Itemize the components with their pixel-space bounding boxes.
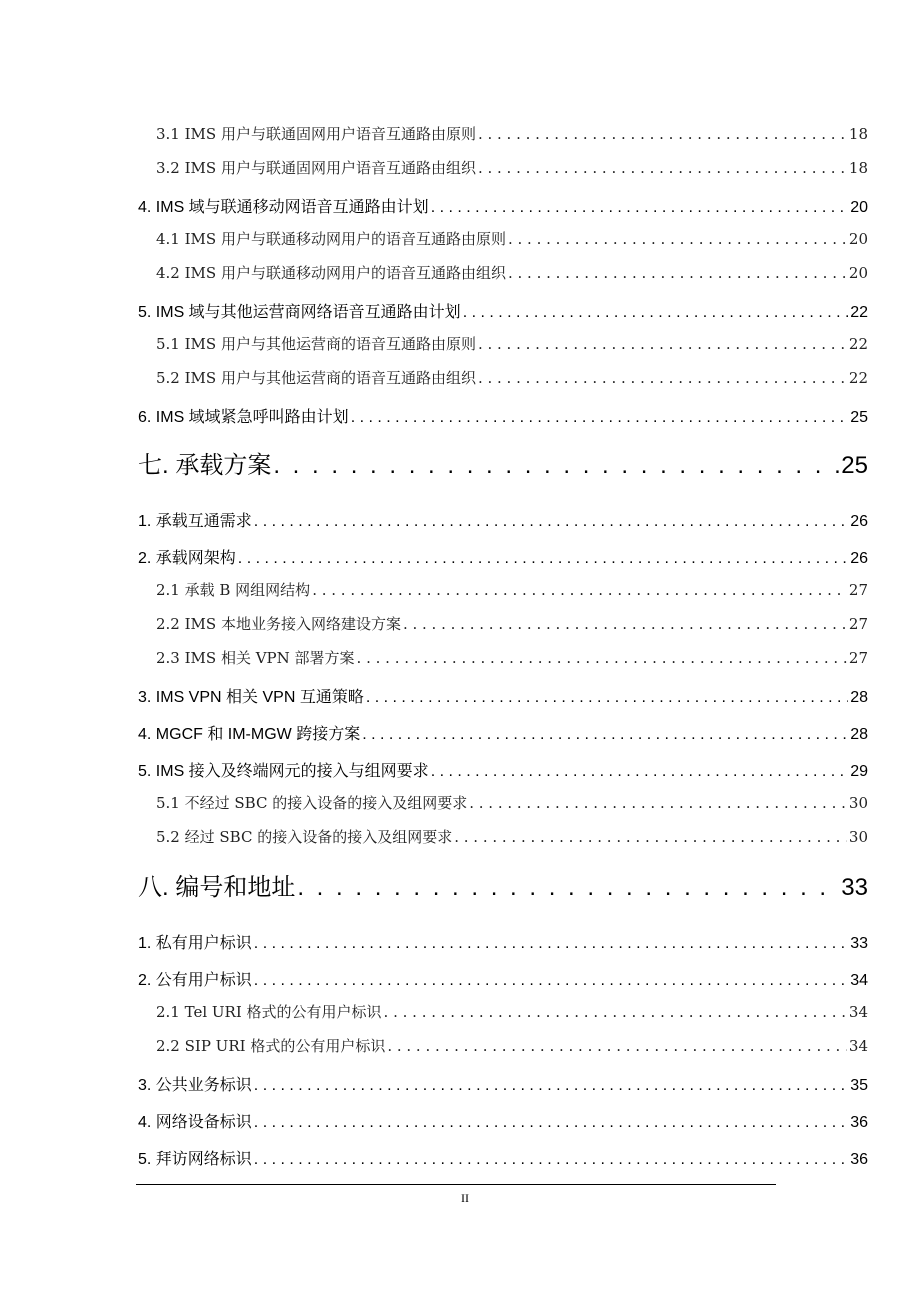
toc-leader <box>478 159 847 177</box>
toc-leader <box>273 452 839 480</box>
toc-leader <box>463 304 849 322</box>
toc-entry-title: 4. 网络设备标识 <box>138 1114 252 1131</box>
toc-leader <box>362 726 848 744</box>
toc-entry[interactable] <box>138 508 868 532</box>
toc-leader <box>431 199 849 217</box>
toc-entry[interactable] <box>156 647 868 671</box>
toc-entry-title: 2. 承载网架构 <box>138 550 236 567</box>
toc-leader <box>508 230 847 248</box>
toc-entry[interactable] <box>138 299 868 323</box>
toc-entry-page: 34 <box>848 1003 868 1021</box>
toc-leader <box>357 649 847 667</box>
toc-entry[interactable] <box>156 157 868 181</box>
toc-entry-page: 34 <box>848 1037 868 1055</box>
toc-entry-page: 33 <box>850 935 868 952</box>
toc-entry-title: 5.1 IMS 用户与其他运营商的语音互通路由原则 <box>156 335 476 353</box>
toc-chapter-page: 33 <box>841 874 868 901</box>
toc-entry[interactable] <box>156 792 868 816</box>
toc-entry-page: 27 <box>848 649 868 667</box>
toc-leader <box>254 1151 848 1169</box>
toc-entry-title: 6. IMS 域域紧急呼叫路由计划 <box>138 409 349 426</box>
toc-entry-title: 4. MGCF 和 IM-MGW 跨接方案 <box>138 726 361 743</box>
toc-entry[interactable] <box>138 758 868 782</box>
toc-entry[interactable] <box>156 333 868 357</box>
toc-entry-page: 28 <box>850 689 868 706</box>
toc-entry-title: 3. IMS VPN 相关 VPN 互通策略 <box>138 689 364 706</box>
toc-entry-title: 2. 公有用户标识 <box>138 972 252 989</box>
toc-entry-page: 36 <box>850 1151 868 1168</box>
toc-entry-page: 29 <box>850 763 868 780</box>
toc-entry[interactable] <box>138 967 868 991</box>
toc-entry[interactable] <box>138 404 868 428</box>
toc-leader <box>366 689 848 707</box>
toc-entry-page: 34 <box>850 972 868 989</box>
toc-entry[interactable] <box>156 613 868 637</box>
toc-leader <box>403 615 847 633</box>
toc-leader <box>254 513 848 531</box>
toc-entry[interactable] <box>156 579 868 603</box>
toc-entry-title: 4. IMS 域与联通移动网语音互通路由计划 <box>138 199 429 216</box>
toc-leader <box>384 1003 847 1021</box>
toc-entry-page: 35 <box>850 1077 868 1094</box>
toc-leader <box>478 369 847 387</box>
toc-entry-title: 3.1 IMS 用户与联通固网用户语音互通路由原则 <box>156 125 476 143</box>
toc-leader <box>351 409 849 427</box>
toc-leader <box>254 972 848 990</box>
toc-chapter-title: 八. 编号和地址 <box>138 874 296 901</box>
toc-entry-title: 2.3 IMS 相关 VPN 部署方案 <box>156 649 355 667</box>
toc-entry-title: 1. 承载互通需求 <box>138 513 252 530</box>
toc-entry[interactable] <box>138 1146 868 1170</box>
toc-entry-title: 4.2 IMS 用户与联通移动网用户的语音互通路由组织 <box>156 264 506 282</box>
toc-entry[interactable] <box>138 930 868 954</box>
toc-entry[interactable] <box>156 262 868 286</box>
toc-leader <box>297 874 839 902</box>
toc-entry[interactable] <box>156 1001 868 1025</box>
toc-entry-title: 5.2 经过 SBC 的接入设备的接入及组网要求 <box>156 828 453 846</box>
toc-leader <box>431 763 849 781</box>
toc-entry-page: 36 <box>850 1114 868 1131</box>
toc-entry-title: 5. IMS 接入及终端网元的接入与组网要求 <box>138 763 429 780</box>
toc-entry[interactable] <box>138 721 868 745</box>
toc-leader <box>508 264 847 282</box>
toc-leader <box>312 581 847 599</box>
toc-leader <box>478 335 847 353</box>
toc-chapter-page: 25 <box>841 452 868 479</box>
toc-entry[interactable] <box>138 194 868 218</box>
toc-entry-title: 2.2 SIP URI 格式的公有用户标识 <box>156 1037 386 1055</box>
footer-divider <box>136 1184 776 1185</box>
toc-entry-title: 2.1 Tel URI 格式的公有用户标识 <box>156 1003 382 1021</box>
toc-entry-title: 3. 公共业务标识 <box>138 1077 252 1094</box>
toc-chapter-title: 七. 承载方案 <box>138 452 272 479</box>
toc-entry[interactable] <box>156 123 868 147</box>
toc-entry-page: 22 <box>848 335 868 353</box>
toc-entry-page: 22 <box>850 304 868 321</box>
toc-leader <box>478 125 847 143</box>
toc-entry-page: 20 <box>848 264 868 282</box>
toc-leader <box>387 1037 847 1055</box>
toc-entry-title: 2.1 承载 B 网组网结构 <box>156 581 311 599</box>
toc-entry-page: 20 <box>848 230 868 248</box>
toc-entry-page: 25 <box>850 409 868 426</box>
toc-entry[interactable] <box>138 684 868 708</box>
toc-entry-page: 26 <box>850 513 868 530</box>
toc-chapter[interactable] <box>138 867 868 901</box>
toc-entry-title: 5. 拜访网络标识 <box>138 1151 252 1168</box>
toc-entry-title: 2.2 IMS 本地业务接入网络建设方案 <box>156 615 401 633</box>
toc-entry-page: 22 <box>848 369 868 387</box>
toc-entry-page: 30 <box>848 828 868 846</box>
toc-entry[interactable] <box>156 367 868 391</box>
toc-entry-page: 20 <box>850 199 868 216</box>
toc-leader <box>238 550 848 568</box>
toc-entry[interactable] <box>156 1035 868 1059</box>
toc-entry-page: 18 <box>848 125 868 143</box>
toc-entry[interactable] <box>138 1072 868 1096</box>
toc-entry-title: 3.2 IMS 用户与联通固网用户语音互通路由组织 <box>156 159 476 177</box>
toc-leader <box>254 935 848 953</box>
toc-entry-page: 27 <box>848 615 868 633</box>
toc-entry-page: 26 <box>850 550 868 567</box>
toc-entry-title: 4.1 IMS 用户与联通移动网用户的语音互通路由原则 <box>156 230 506 248</box>
toc-entry-title: 5.1 不经过 SBC 的接入设备的接入及组网要求 <box>156 794 468 812</box>
toc-entry[interactable] <box>156 228 868 252</box>
toc-leader <box>469 794 847 812</box>
toc-entry[interactable] <box>138 545 868 569</box>
toc-leader <box>254 1114 848 1132</box>
toc-entry[interactable] <box>138 1109 868 1133</box>
toc-chapter[interactable] <box>138 445 868 479</box>
page-number: II <box>461 1191 469 1205</box>
toc-entry-title: 5. IMS 域与其他运营商网络语音互通路由计划 <box>138 304 461 321</box>
toc-entry-page: 28 <box>850 726 868 743</box>
toc-entry[interactable] <box>156 826 868 850</box>
toc-entry-page: 30 <box>848 794 868 812</box>
toc-entry-page: 18 <box>848 159 868 177</box>
toc-entry-title: 5.2 IMS 用户与其他运营商的语音互通路由组织 <box>156 369 476 387</box>
toc-leader <box>254 1077 848 1095</box>
toc-entry-page: 27 <box>848 581 868 599</box>
toc-leader <box>454 828 847 846</box>
toc-entry-title: 1. 私有用户标识 <box>138 935 252 952</box>
